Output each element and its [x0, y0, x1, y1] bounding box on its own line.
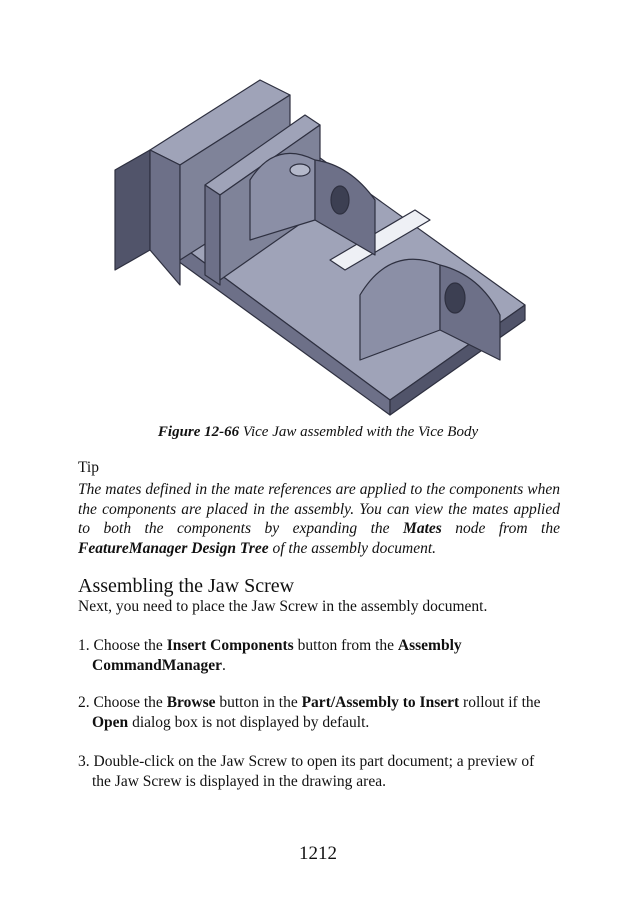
tip-bold-featuremanager: FeatureManager Design Tree — [78, 539, 269, 557]
tip-text-3: of the assembly document. — [268, 539, 437, 557]
step-2-text-1: 2. Choose the — [78, 694, 167, 711]
step-2-bold-1: Browse — [166, 694, 216, 711]
jaw-hole-2 — [445, 283, 465, 313]
step-2-text-3: rollout if the — [459, 694, 541, 711]
page-number: 1212 — [299, 843, 337, 864]
section-intro: Next, you need to place the Jaw Screw in the assembly document. — [78, 598, 488, 615]
step-1-text-1: 1. Choose the — [78, 637, 167, 654]
step-1-bold-1: Insert Components — [166, 637, 294, 654]
fixed-wall-front — [115, 150, 150, 270]
tip-body — [78, 480, 560, 558]
step-2-text-2: button in the — [215, 694, 302, 711]
jaw-top-hole — [290, 164, 310, 176]
jaw-hole-1 — [331, 186, 349, 214]
step-2-continued — [78, 713, 560, 733]
figure-caption-text: Vice Jaw assembled with the Vice Body — [239, 424, 479, 440]
step-2-bold-2: Part/Assembly to Insert — [301, 694, 460, 711]
step-1 — [78, 636, 560, 676]
step-1-text-2: button from the — [293, 637, 398, 654]
step-3-text-1: 3. Double-click on the Jaw Screw to open its part document; a preview of — [78, 753, 535, 770]
step-1-continued — [78, 656, 560, 676]
step-1-bold-3: CommandManager — [92, 657, 223, 674]
fixed-wall-face — [150, 150, 180, 285]
tip-text-2: node from the — [441, 520, 560, 537]
step-3-text-2: the Jaw Screw is displayed in the drawing area. — [92, 773, 386, 790]
tip-bold-mates: Mates — [403, 520, 442, 537]
tip-text-1: The mates defined in the mate references are applied to the components when the components are placed in the assembly. You can view the mates applied to both the components by expanding the — [78, 481, 560, 537]
step-1-text-3: . — [222, 657, 226, 674]
figure-caption — [0, 424, 636, 441]
partition-face — [205, 185, 220, 285]
step-2-text-4: dialog box is not displayed by default. — [128, 714, 370, 731]
step-2-bold-3: Open — [92, 714, 129, 731]
section-title: Assembling the Jaw Screw — [78, 575, 295, 597]
figure-label: Figure 12-66 — [157, 424, 240, 440]
vice-jaw-assembly-figure — [100, 70, 540, 420]
step-2 — [78, 693, 560, 733]
step-1-bold-2: Assembly — [397, 637, 462, 654]
step-3 — [78, 752, 560, 792]
step-3-continued — [78, 772, 560, 792]
tip-label: Tip — [78, 459, 99, 476]
